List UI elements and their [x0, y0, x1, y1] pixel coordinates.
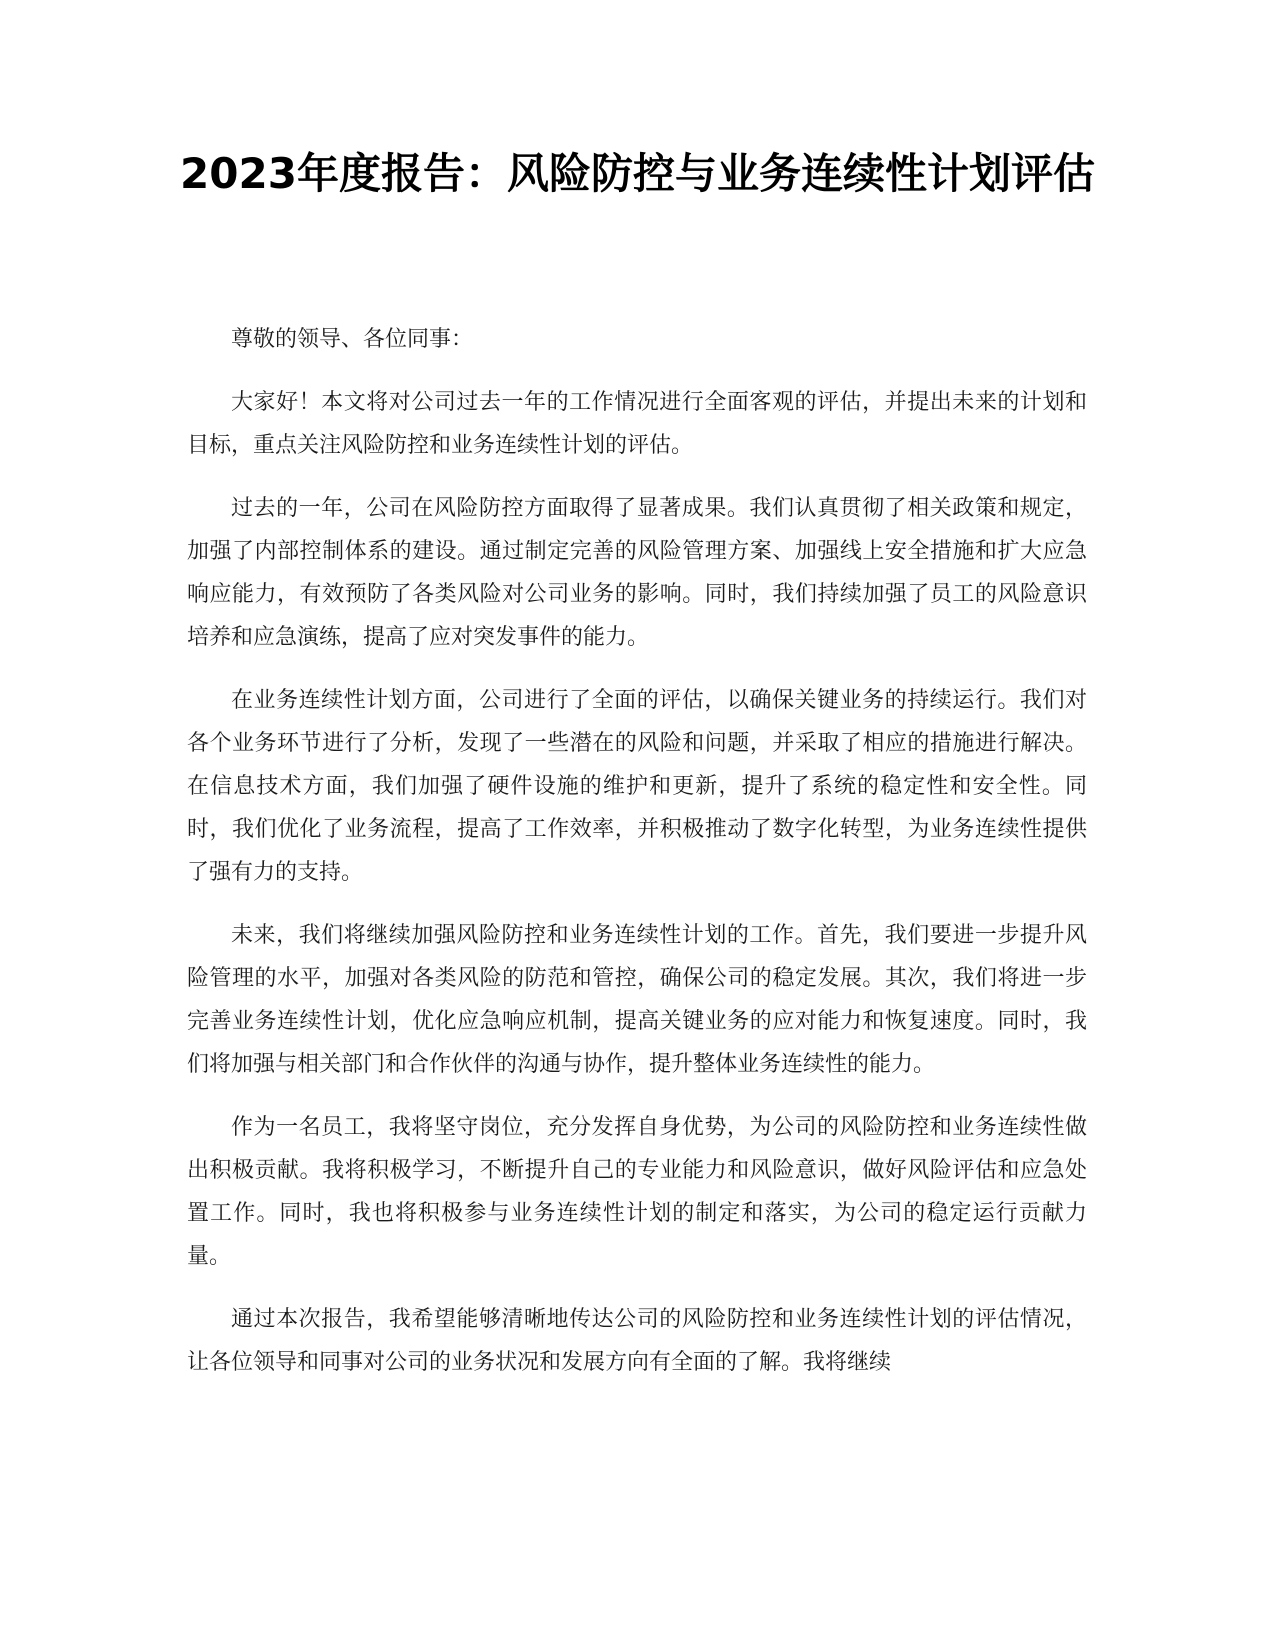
salutation-paragraph: 尊敬的领导、各位同事： — [231, 327, 474, 352]
intro-paragraph: 大家好！本文将对公司过去一年的工作情况进行全面客观的评估，并提出未来的计划和目标，重点关注风险防控和业务连续性计划的评估。 — [187, 390, 1087, 458]
business-continuity-paragraph: 在业务连续性计划方面，公司进行了全面的评估，以确保关键业务的持续运行。我们对各个业务环节进行了分析，发现了一些潜在的风险和问题，并采取了相应的措施进行解决。在信息技术方面，我们加强了硬件设施的维护和更新，提升了系统的稳定性和安全性。同时，我们优化了业务流程，提高了工作效率，并积极推动了数字化转型，为业务连续性提供了强有力的支持。 — [187, 688, 1087, 885]
risk-control-paragraph: 过去的一年，公司在风险防控方面取得了显著成果。我们认真贯彻了相关政策和规定，加强了内部控制体系的建设。通过制定完善的风险管理方案、加强线上安全措施和扩大应急响应能力，有效预防了各类风险对公司业务的影响。同时，我们持续加强了员工的风险意识培养和应急演练，提高了应对突发事件的能力。 — [187, 496, 1087, 650]
document-body — [187, 318, 1087, 1404]
personal-commitment-paragraph: 作为一名员工，我将坚守岗位，充分发挥自身优势，为公司的风险防控和业务连续性做出积极贡献。我将积极学习，不断提升自己的专业能力和风险意识，做好风险评估和应急处置工作。同时，我也将积极参与业务连续性计划的制定和落实，为公司的稳定运行贡献力量。 — [187, 1115, 1087, 1269]
future-plans-paragraph: 未来，我们将继续加强风险防控和业务连续性计划的工作。首先，我们要进一步提升风险管理的水平，加强对各类风险的防范和管控，确保公司的稳定发展。其次，我们将进一步完善业务连续性计划，优化应急响应机制，提高关键业务的应对能力和恢复速度。同时，我们将加强与相关部门和合作伙伴的沟通与协作，提升整体业务连续性的能力。 — [187, 923, 1087, 1077]
document-title: 2023年度报告：风险防控与业务连续性计划评估 — [180, 149, 1095, 198]
closing-paragraph: 通过本次报告，我希望能够清晰地传达公司的风险防控和业务连续性计划的评估情况，让各位领导和同事对公司的业务状况和发展方向有全面的了解。我将继续 — [187, 1307, 1087, 1375]
